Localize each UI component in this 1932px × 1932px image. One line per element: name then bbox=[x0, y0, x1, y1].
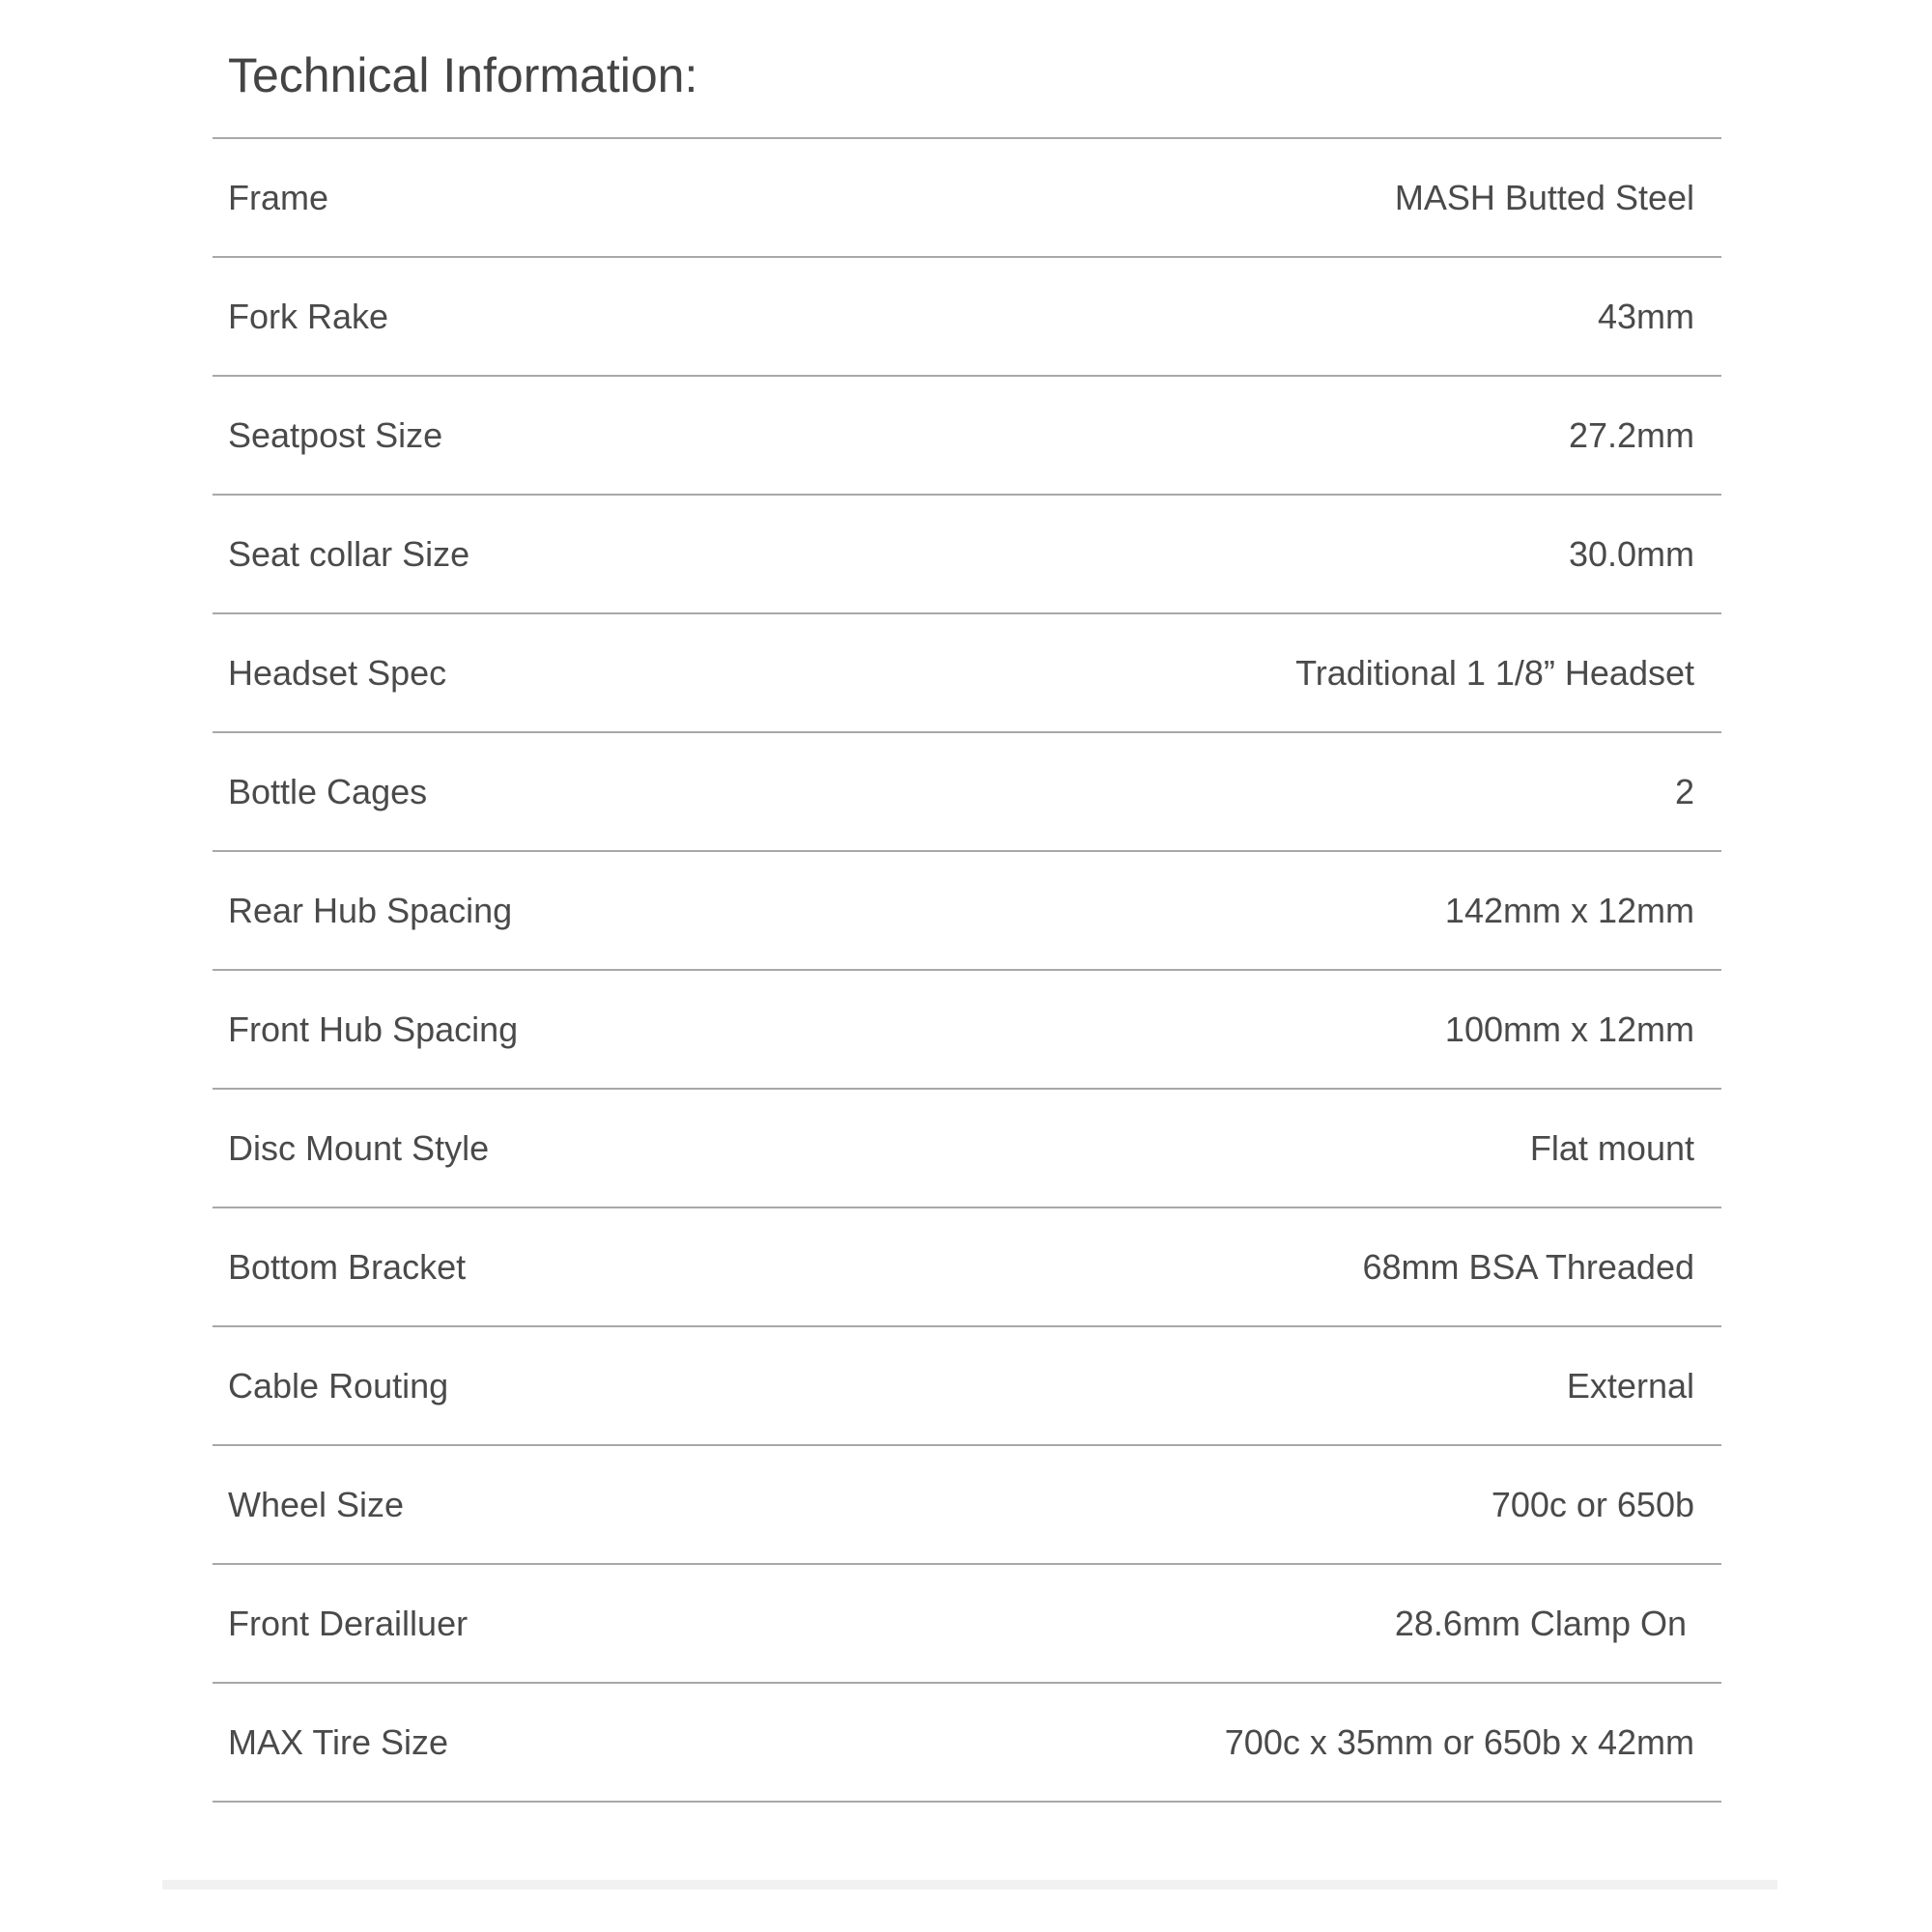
bottom-divider bbox=[162, 1880, 1777, 1889]
spec-label: Seat collar Size bbox=[228, 533, 470, 574]
spec-row-disc-mount-style bbox=[213, 1090, 1721, 1208]
spec-row-fork-rake bbox=[213, 258, 1721, 377]
spec-label: Frame bbox=[228, 177, 329, 217]
spec-value: Traditional 1 1/8” Headset bbox=[1295, 652, 1694, 693]
spec-row-bottle-cages bbox=[213, 733, 1721, 852]
spec-label: Front Derailluer bbox=[228, 1603, 469, 1643]
spec-label: Bottle Cages bbox=[228, 771, 428, 811]
spec-label: Rear Hub Spacing bbox=[228, 890, 513, 930]
spec-row-cable-routing bbox=[213, 1327, 1721, 1446]
spec-value: Flat mount bbox=[1529, 1127, 1694, 1168]
page-title: Technical Information: bbox=[228, 48, 698, 102]
spec-row-seat-collar-size bbox=[213, 496, 1721, 614]
spec-row-wheel-size bbox=[213, 1446, 1721, 1565]
spec-row-seatpost-size bbox=[213, 377, 1721, 496]
spec-label: MAX Tire Size bbox=[228, 1721, 449, 1762]
spec-table bbox=[213, 137, 1721, 1803]
spec-value: 100mm x 12mm bbox=[1444, 1009, 1694, 1049]
spec-label: Front Hub Spacing bbox=[228, 1009, 519, 1049]
spec-value: 43mm bbox=[1597, 296, 1694, 336]
spec-label: Bottom Bracket bbox=[228, 1246, 467, 1287]
spec-value: 142mm x 12mm bbox=[1444, 890, 1694, 930]
spec-value: MASH Butted Steel bbox=[1394, 177, 1694, 217]
spec-row-headset-spec bbox=[213, 614, 1721, 733]
spec-label: Wheel Size bbox=[228, 1484, 405, 1524]
spec-value: 68mm BSA Threaded bbox=[1362, 1246, 1694, 1287]
spec-row-bottom-bracket bbox=[213, 1208, 1721, 1327]
spec-value: 28.6mm Clamp On bbox=[1394, 1603, 1687, 1643]
spec-row-max-tire-size bbox=[213, 1684, 1721, 1803]
spec-row-front-hub-spacing bbox=[213, 971, 1721, 1090]
spec-label: Disc Mount Style bbox=[228, 1127, 490, 1168]
spec-row-rear-hub-spacing bbox=[213, 852, 1721, 971]
spec-value: 27.2mm bbox=[1568, 414, 1694, 455]
spec-value: 700c or 650b bbox=[1491, 1484, 1694, 1524]
spec-label: Seatpost Size bbox=[228, 414, 443, 455]
spec-label: Cable Routing bbox=[228, 1365, 449, 1406]
spec-value: 700c x 35mm or 650b x 42mm bbox=[1224, 1721, 1694, 1762]
spec-row-frame bbox=[213, 139, 1721, 258]
spec-label: Fork Rake bbox=[228, 296, 389, 336]
spec-value: 2 bbox=[1674, 771, 1694, 811]
spec-label: Headset Spec bbox=[228, 652, 447, 693]
spec-row-front-derailleur bbox=[213, 1565, 1721, 1684]
spec-value: 30.0mm bbox=[1568, 533, 1694, 574]
spec-value: External bbox=[1566, 1365, 1694, 1406]
